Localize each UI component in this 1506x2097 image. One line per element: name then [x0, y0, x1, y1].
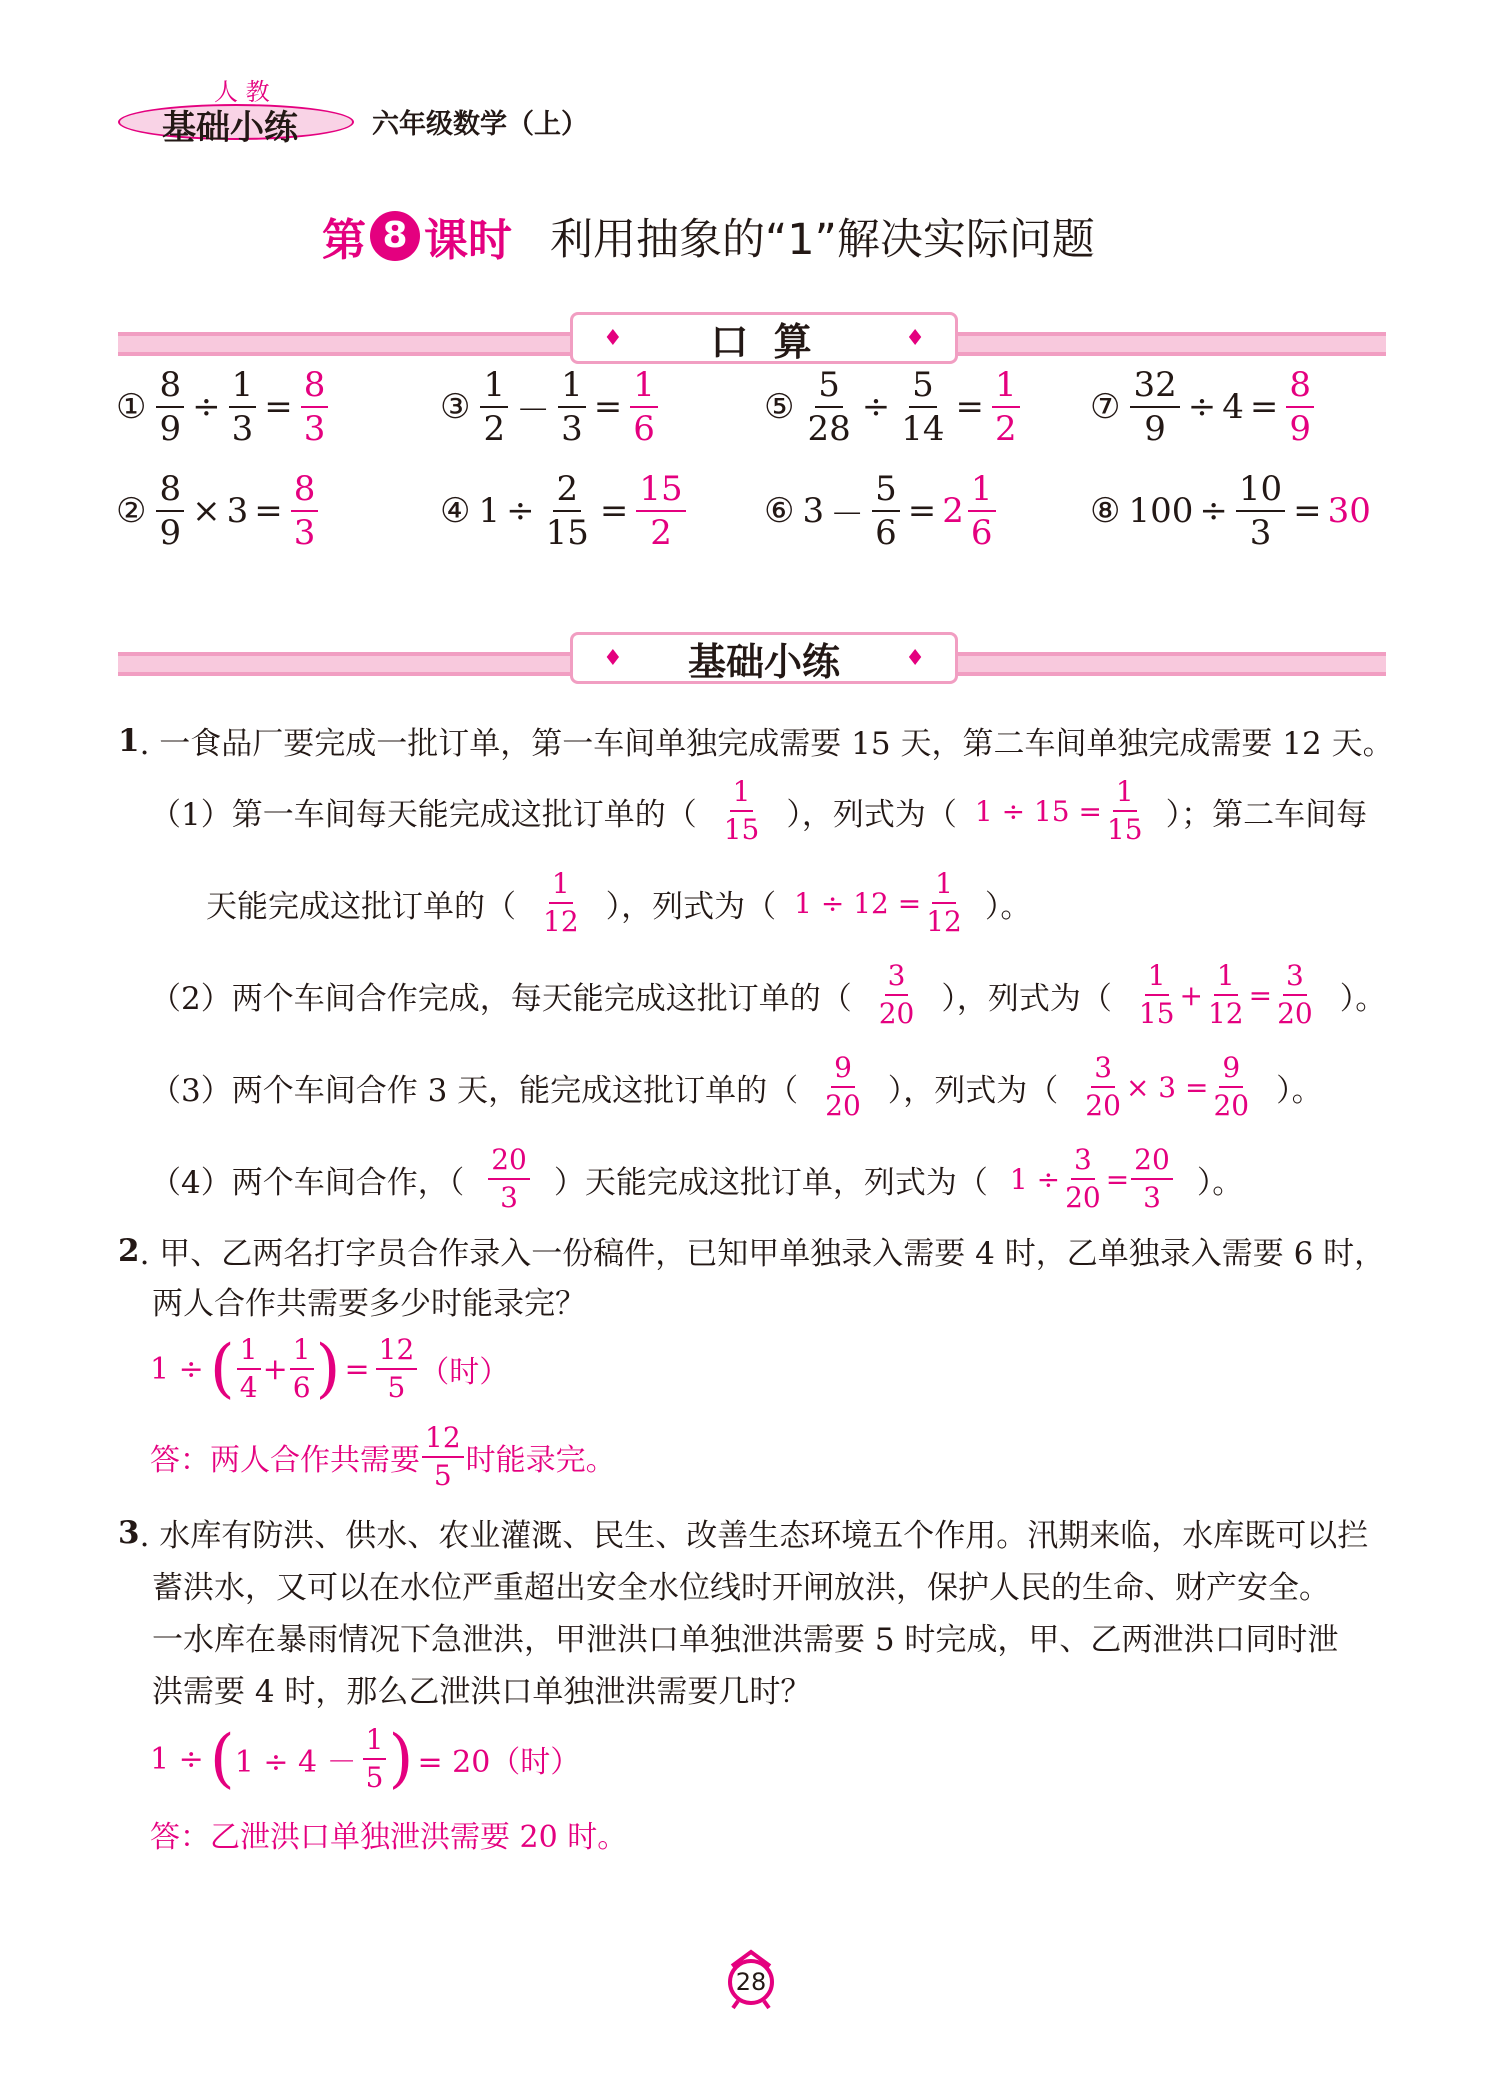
page-number: 28 [724, 1948, 778, 2002]
q1-part2: （2）两个车间合作完成，每天能完成这批订单的（ $\frac{3}{20}$ ），列式为（ $\frac{1}{15}$ + $\frac{1}{12}$ = $\frac{3}{20}$ ）。 [150, 959, 1387, 1030]
answer-blank: $\frac{9}{20}$ [825, 1051, 861, 1122]
oral-problem: ④ 1 ÷ $\frac{2}{15}$ = $\frac{15}{2}$ [440, 472, 688, 550]
section-title: 基础小练 [687, 639, 840, 684]
oral-answer: 2 $\frac{1}{6}$ [942, 472, 997, 550]
question-3: 3 . 水库有防洪、供水、农业灌溉、民生、改善生态环境五个作用。汛期来临，水库既可以拦 [118, 1514, 1369, 1554]
answer-blank: $\frac{1}{15}$ + $\frac{1}{12}$ = $\frac{3}{20}$ [1138, 959, 1313, 1030]
question-2: 2 . 甲、乙两名打字员合作录入一份稿件，已知甲单独录入需要 4 时，乙单独录入需要 6 时， [118, 1232, 1386, 1272]
question-3-line3: 一水库在暴雨情况下急泄洪，甲泄洪口单独泄洪需要 5 时完成，甲、乙两泄洪口同时泄 [152, 1622, 1339, 1658]
q3-answer: 答：乙泄洪口单独泄洪需要 20 时。 [150, 1820, 628, 1855]
q2-solution: 1 ÷ ( $\frac{1}{4}$ + $\frac{1}{6}$ ) = $\frac{12}{5}$ （时） [150, 1332, 510, 1406]
question-2-line2: 两人合作共需要多少时能录完？ [152, 1286, 586, 1322]
lesson-prefix: 第 [322, 215, 366, 266]
q1-part4: （4）两个车间合作，（ $\frac{20}{3}$ ）天能完成这批订单，列式为（ 1 ÷ $\frac{3}{20}$ = $\frac{20}{3}$ ）。 [150, 1143, 1244, 1214]
lesson-number: 8 [370, 211, 420, 261]
q1-part3: （3）两个车间合作 3 天，能完成这批订单的（ $\frac{9}{20}$ ），列式为（ $\frac{3}{20}$ × 3 = $\frac{9}{20}$ ）。 [150, 1051, 1323, 1122]
oral-problem: ② $\frac{8}{9}$ × 3 = $\frac{8}{3}$ [116, 472, 320, 550]
oral-problem: ⑧ 100 ÷ $\frac{10}{3}$ = 30 [1090, 469, 1371, 553]
answer-blank: $\frac{1}{15}$ [723, 775, 760, 846]
q3-solution: 1 ÷ ( 1 ÷ 4 － $\frac{1}{5}$ ) = 20（时） [150, 1722, 581, 1796]
question-3-line2: 蓄洪水，又可以在水位严重超出安全水位线时开闸放洪，保护人民的生命、财产安全。 [152, 1570, 1330, 1606]
oral-problem: ⑥ 3 － $\frac{5}{6}$ = 2 $\frac{1}{6}$ [764, 472, 998, 550]
oral-problem: ⑦ $\frac{32}{9}$ ÷ 4 = $\frac{8}{9}$ [1090, 368, 1316, 446]
answer-blank: $\frac{3}{20}$ [878, 959, 915, 1030]
grade-label: 六年级数学（上） [372, 109, 588, 140]
question-3-line4: 洪需要 4 时，那么乙泄洪口单独泄洪需要几时？ [152, 1674, 812, 1710]
section-banner-oral [118, 312, 1386, 368]
answer-blank: 1 ÷ 15 = $\frac{1}{15}$ [974, 775, 1143, 846]
oral-problem: ③ $\frac{1}{2}$ － $\frac{1}{3}$ = $\frac{1}{6}$ [440, 368, 660, 446]
answer-blank: $\frac{1}{12}$ [543, 867, 579, 938]
oral-answer: 30 [1327, 491, 1371, 531]
answer-blank: $\frac{3}{20}$ × 3 = $\frac{9}{20}$ [1085, 1051, 1250, 1122]
brand-logo [118, 66, 358, 146]
diamond-icon: ♦ [905, 645, 925, 671]
oral-answer: $\frac{8}{9}$ [1284, 368, 1316, 446]
lesson-topic: 利用抽象的“1”解决实际问题 [550, 214, 1095, 265]
question-1: 1 . 一食品厂要完成一批订单，第一车间单独完成需要 15 天，第二车间单独完成需要 12 天。 [118, 722, 1394, 762]
diamond-icon: ♦ [905, 325, 925, 351]
brand-publisher: 人 教 [214, 78, 270, 106]
brand-series: 基础小练 [162, 108, 298, 148]
answer-blank: 1 ÷ 12 = $\frac{1}{12}$ [794, 867, 962, 938]
section-banner-basic [118, 632, 1386, 688]
answer-blank: 1 ÷ $\frac{3}{20}$ = $\frac{20}{3}$ [1010, 1146, 1175, 1212]
q1-part1-line1: （1）第一车间每天能完成这批订单的（ $\frac{1}{15}$ ），列式为（ 1 ÷ 15 = $\frac{1}{15}$ ）；第二车间每 [150, 775, 1368, 846]
oral-answer: $\frac{8}{3}$ [299, 368, 331, 446]
section-title: 口 算 [710, 319, 818, 364]
q1-part1-line2: 天能完成这批订单的（ $\frac{1}{12}$ ），列式为（ 1 ÷ 12 = $\frac{1}{12}$ ）。 [206, 867, 1032, 938]
answer-blank: $\frac{20}{3}$ [486, 1146, 532, 1212]
diamond-icon: ♦ [603, 325, 623, 351]
oral-problem: ① $\frac{8}{9}$ ÷ $\frac{1}{3}$ = $\frac{8}{3}$ [116, 368, 330, 446]
oral-answer: $\frac{1}{2}$ [990, 368, 1022, 446]
oral-answer: $\frac{15}{2}$ [634, 472, 687, 550]
q2-answer: 答：两人合作共需要 $\frac{12}{5}$ 时能录完。 [150, 1421, 616, 1492]
oral-problem: ⑤ $\frac{5}{28}$ ÷ $\frac{5}{14}$ = $\frac{1}{2}$ [764, 368, 1022, 446]
lesson-title [322, 206, 1095, 266]
oral-answer: $\frac{8}{3}$ [289, 472, 321, 550]
oral-answer: $\frac{1}{6}$ [628, 368, 660, 446]
diamond-icon: ♦ [603, 645, 623, 671]
lesson-suffix: 课时 [424, 215, 512, 266]
